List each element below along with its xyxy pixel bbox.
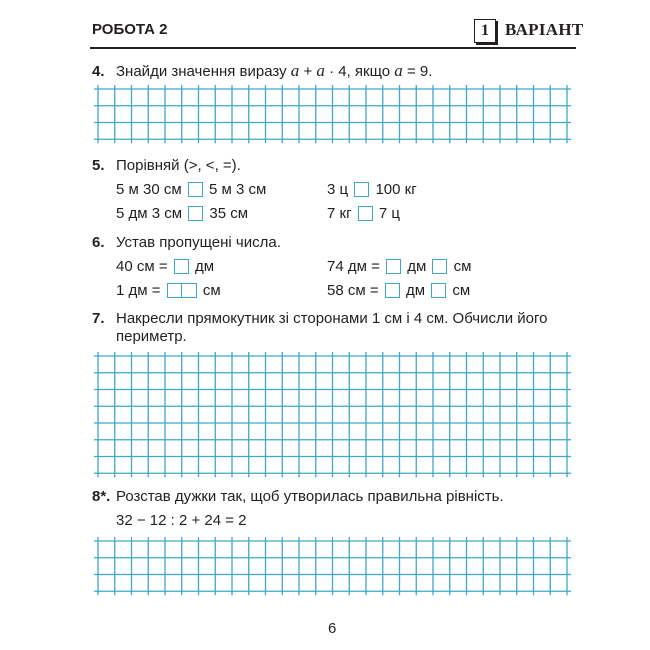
compare-left: 7 кг [327,205,352,222]
header-divider [90,47,576,49]
compare-right: 100 кг [375,181,417,198]
unit-label: см [202,282,221,299]
compare-left: 3 ц [327,181,349,198]
fill-item-3 [116,282,221,299]
task-4-answer-grid[interactable] [90,84,575,144]
fill-left: 74 дм = [327,258,380,275]
task-8-number: 8*. [92,488,111,505]
fill-left: 58 см = [327,282,379,299]
fill-item-1 [116,258,214,275]
answer-box[interactable] [432,259,447,274]
answer-box[interactable] [188,182,203,197]
task-5-prompt [92,157,241,174]
task-7-text-line2: периметр. [116,328,187,345]
task-6-text: Устав пропущені числа. [116,234,281,251]
page-number: 6 [328,620,337,637]
task-7-number: 7. [92,310,105,327]
compare-item-2 [327,181,417,198]
task-5-text: Порівняй (>, <, =). [116,157,241,174]
task-7-text-line1: Накресли прямокутник зі сторонами 1 см і 4 см. Обчисли його [116,310,548,327]
task-4-prompt [92,61,432,81]
work-title: РОБОТА 2 [92,21,168,38]
compare-right: 5 м 3 см [209,181,267,198]
task-8-answer-grid[interactable] [90,536,575,596]
answer-box[interactable] [358,206,373,221]
unit-label: дм [405,282,426,299]
task-5-number: 5. [92,157,105,174]
task-6-prompt [92,234,281,251]
variable-a: a [316,61,325,80]
compare-left: 5 дм 3 см [116,205,183,222]
fill-item-2 [327,258,471,275]
answer-box[interactable] [188,206,203,221]
compare-right: 35 см [209,205,249,222]
task-4-number: 4. [92,63,105,80]
double-answer-box[interactable] [167,283,197,298]
answer-box[interactable] [174,259,189,274]
unit-label: дм [194,258,215,275]
answer-box[interactable] [385,283,400,298]
compare-item-4 [327,205,400,222]
unit-label: см [452,282,471,299]
compare-item-1 [116,181,266,198]
task-4-text-end: = 9. [402,63,433,80]
answer-box[interactable] [354,182,369,197]
compare-right: 7 ц [378,205,400,222]
unit-label: см [453,258,472,275]
compare-item-3 [116,205,248,222]
task-8-text: Розстав дужки так, щоб утворилась правильна рівність. [116,488,504,505]
unit-label: дм [407,258,427,275]
variable-a: a [290,61,300,80]
compare-left: 5 м 30 см [116,181,182,198]
task-8-equation: 32 − 12 : 2 + 24 = 2 [116,512,247,529]
task-4-text-mid: · 4, якщо [324,63,395,80]
task-8-prompt [92,488,504,505]
fill-left: 40 см = [116,258,168,275]
variant-number-box: 1 [474,19,496,43]
fill-left: 1 дм = [116,282,161,299]
answer-box[interactable] [386,259,401,274]
variable-a: a [394,61,403,80]
operator-plus: + [299,63,317,80]
fill-item-4 [327,282,470,299]
variant-label: ВАРІАНТ [505,20,584,39]
task-6-number: 6. [92,234,105,251]
task-4-text: Знайди значення виразу [116,63,291,80]
task-7-answer-grid[interactable] [90,351,575,479]
answer-box[interactable] [431,283,446,298]
task-7-prompt [92,310,547,327]
